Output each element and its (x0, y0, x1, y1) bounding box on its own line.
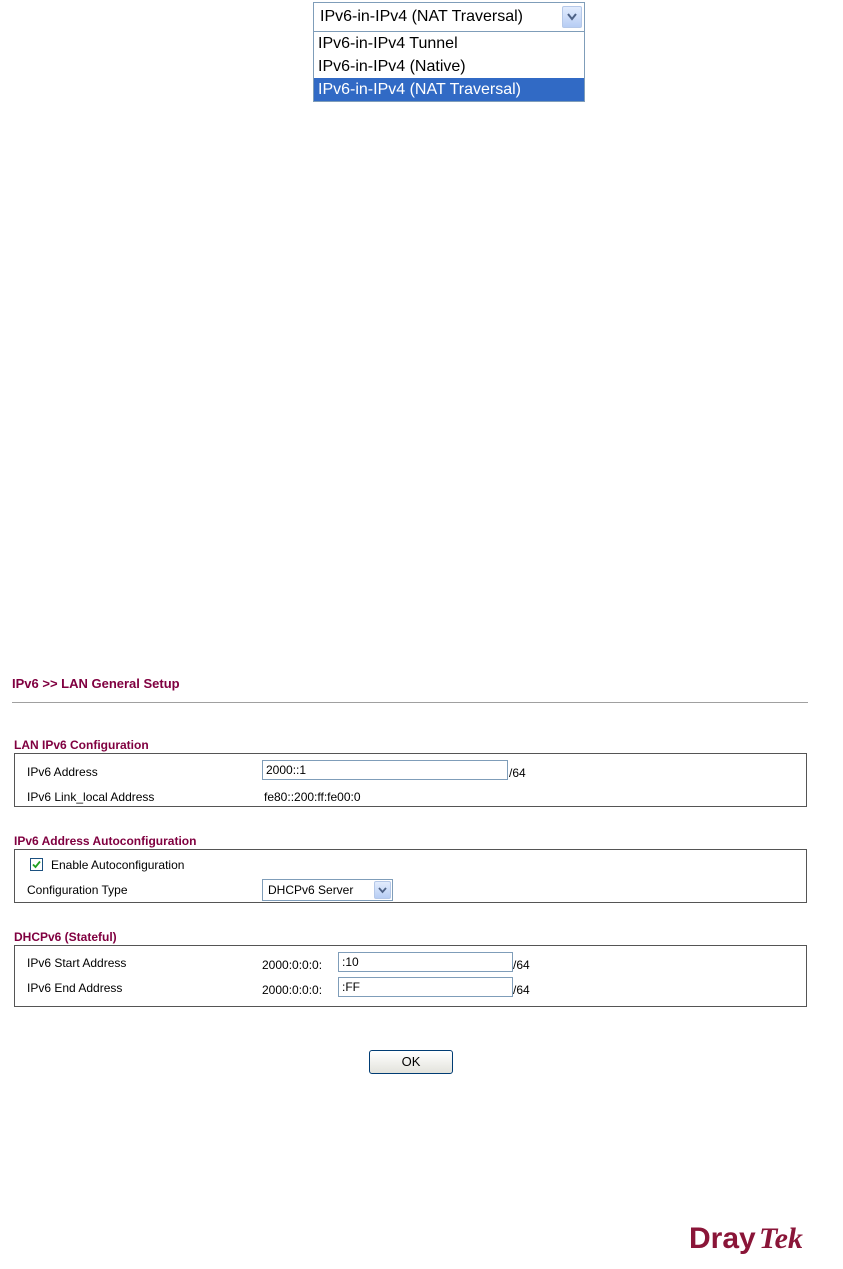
option-ipv6-in-ipv4-native[interactable]: IPv6-in-IPv4 (Native) (318, 58, 466, 75)
end-address-prefix: 2000:0:0:0: (262, 983, 323, 997)
svg-text:Tek: Tek (759, 1222, 803, 1255)
start-address-prefix: 2000:0:0:0: (262, 958, 323, 972)
ipv6-address-prefix: /64 (509, 766, 526, 780)
option-ipv6-in-ipv4-nat-traversal[interactable]: IPv6-in-IPv4 (NAT Traversal) (314, 78, 584, 101)
start-address-input[interactable]: :10 (338, 952, 513, 972)
tunnel-mode-selected-value: IPv6-in-IPv4 (NAT Traversal) (320, 8, 524, 25)
end-address-label: IPv6 End Address (27, 981, 123, 995)
dhcpv6-box (14, 945, 807, 1007)
tunnel-mode-select[interactable] (313, 2, 585, 32)
title-divider (12, 702, 808, 703)
ipv6-address-label: IPv6 Address (27, 765, 98, 779)
config-type-label: Configuration Type (27, 883, 128, 897)
end-address-input[interactable]: :FF (338, 977, 513, 997)
link-local-value: fe80::200:ff:fe00:0 (264, 790, 361, 804)
dhcpv6-title: DHCPv6 (Stateful) (14, 930, 117, 944)
svg-text:Dray: Dray (689, 1222, 756, 1255)
lan-ipv6-config-box (14, 753, 807, 807)
lan-ipv6-config-title: LAN IPv6 Configuration (14, 738, 149, 752)
enable-autoconfig-checkbox[interactable] (30, 858, 43, 871)
enable-autoconfig-label: Enable Autoconfiguration (51, 858, 185, 872)
chevron-down-icon[interactable] (562, 6, 582, 28)
start-address-label: IPv6 Start Address (27, 956, 127, 970)
chevron-down-icon[interactable] (374, 881, 391, 899)
config-type-select[interactable] (262, 879, 393, 901)
end-address-suffix: /64 (513, 983, 530, 997)
ok-button[interactable]: OK (369, 1050, 453, 1074)
draytek-logo (683, 1216, 833, 1256)
link-local-label: IPv6 Link_local Address (27, 790, 155, 804)
autoconfig-title: IPv6 Address Autoconfiguration (14, 834, 197, 848)
page-title: IPv6 >> LAN General Setup (12, 676, 180, 691)
start-address-suffix: /64 (513, 958, 530, 972)
option-ipv6-in-ipv4-tunnel[interactable]: IPv6-in-IPv4 Tunnel (318, 35, 458, 52)
tunnel-mode-options-list (313, 32, 585, 102)
ipv6-address-input[interactable]: 2000::1 (262, 760, 508, 780)
autoconfig-box (14, 849, 807, 903)
config-type-value: DHCPv6 Server (268, 883, 354, 897)
